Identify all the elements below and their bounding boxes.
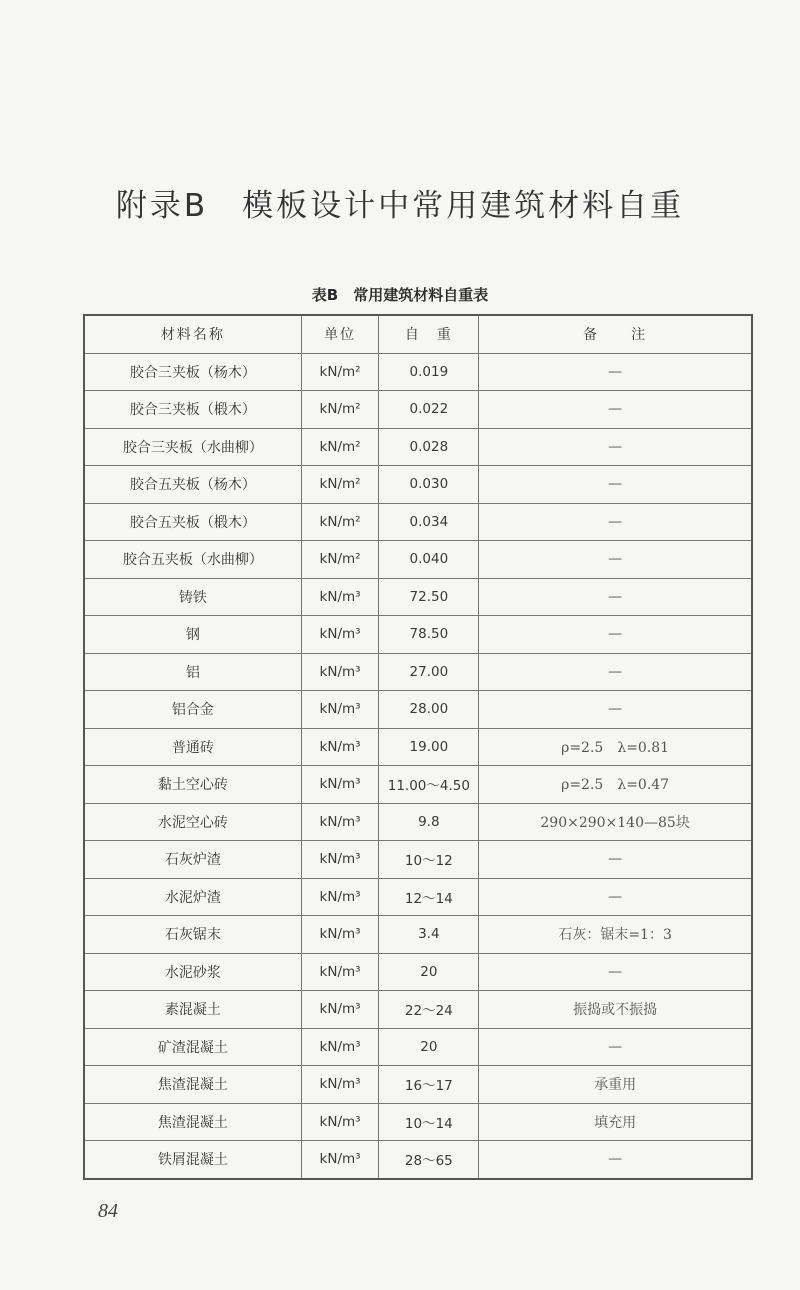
table-row <box>84 1028 752 1066</box>
cell-weight: 12～14 <box>379 878 479 916</box>
cell-unit: kN/m² <box>301 391 379 429</box>
table-row <box>84 616 752 654</box>
table-header-row <box>84 315 752 353</box>
cell-unit: kN/m³ <box>301 953 379 991</box>
cell-material-name: 石灰炉渣 <box>84 841 301 879</box>
material-weight-table <box>83 314 753 1180</box>
cell-material-name: 胶合三夹板（椴木） <box>84 391 301 429</box>
cell-unit: kN/m³ <box>301 1066 379 1104</box>
cell-material-name: 石灰锯末 <box>84 916 301 954</box>
cell-note: ρ=2.5 λ=0.47 <box>479 766 752 804</box>
cell-material-name: 水泥空心砖 <box>84 803 301 841</box>
cell-note: — <box>479 353 752 391</box>
cell-note: — <box>479 503 752 541</box>
cell-weight: 0.040 <box>379 541 479 579</box>
cell-material-name: 胶合五夹板（水曲柳） <box>84 541 301 579</box>
cell-unit: kN/m² <box>301 428 379 466</box>
table-row <box>84 1141 752 1179</box>
header-unit: 单位 <box>301 315 379 353</box>
cell-weight: 20 <box>379 1028 479 1066</box>
cell-note: — <box>479 653 752 691</box>
cell-weight: 16～17 <box>379 1066 479 1104</box>
cell-note: — <box>479 541 752 579</box>
cell-note: 承重用 <box>479 1066 752 1104</box>
table-row <box>84 766 752 804</box>
table-row <box>84 653 752 691</box>
cell-weight: 28～65 <box>379 1141 479 1179</box>
cell-note: — <box>479 578 752 616</box>
table-row <box>84 878 752 916</box>
table-row <box>84 1066 752 1104</box>
table-row <box>84 466 752 504</box>
cell-weight: 19.00 <box>379 728 479 766</box>
cell-unit: kN/m³ <box>301 578 379 616</box>
cell-weight: 28.00 <box>379 691 479 729</box>
table-row <box>84 691 752 729</box>
cell-weight: 11.00～4.50 <box>379 766 479 804</box>
cell-weight: 9.8 <box>379 803 479 841</box>
cell-unit: kN/m³ <box>301 841 379 879</box>
cell-unit: kN/m³ <box>301 653 379 691</box>
cell-unit: kN/m³ <box>301 803 379 841</box>
header-weight: 自 重 <box>379 315 479 353</box>
cell-weight: 20 <box>379 953 479 991</box>
cell-weight: 22～24 <box>379 991 479 1029</box>
cell-unit: kN/m² <box>301 466 379 504</box>
table-row <box>84 841 752 879</box>
header-note: 备 注 <box>479 315 752 353</box>
cell-note: — <box>479 1028 752 1066</box>
header-material-name: 材料名称 <box>84 315 301 353</box>
table-row <box>84 503 752 541</box>
cell-note: — <box>479 1141 752 1179</box>
table-row <box>84 953 752 991</box>
table-body <box>84 353 752 1179</box>
appendix-title: 附录B 模板设计中常用建筑材料自重 <box>115 188 685 224</box>
cell-material-name: 胶合五夹板（杨木） <box>84 466 301 504</box>
table-row <box>84 541 752 579</box>
cell-material-name: 黏土空心砖 <box>84 766 301 804</box>
cell-material-name: 铸铁 <box>84 578 301 616</box>
cell-weight: 0.030 <box>379 466 479 504</box>
cell-note: 石灰：锯末=1：3 <box>479 916 752 954</box>
cell-weight: 72.50 <box>379 578 479 616</box>
cell-note: — <box>479 391 752 429</box>
table-row <box>84 353 752 391</box>
cell-weight: 0.019 <box>379 353 479 391</box>
cell-weight: 27.00 <box>379 653 479 691</box>
cell-material-name: 水泥炉渣 <box>84 878 301 916</box>
cell-note: — <box>479 428 752 466</box>
table-row <box>84 428 752 466</box>
cell-material-name: 水泥砂浆 <box>84 953 301 991</box>
cell-weight: 78.50 <box>379 616 479 654</box>
cell-unit: kN/m³ <box>301 878 379 916</box>
cell-material-name: 铝 <box>84 653 301 691</box>
cell-unit: kN/m³ <box>301 766 379 804</box>
cell-weight: 10～12 <box>379 841 479 879</box>
cell-note: 振捣或不振捣 <box>479 991 752 1029</box>
cell-note: ρ=2.5 λ=0.81 <box>479 728 752 766</box>
cell-unit: kN/m² <box>301 541 379 579</box>
cell-note: 填充用 <box>479 1103 752 1141</box>
cell-unit: kN/m³ <box>301 691 379 729</box>
cell-material-name: 矿渣混凝土 <box>84 1028 301 1066</box>
cell-material-name: 焦渣混凝土 <box>84 1103 301 1141</box>
cell-note: — <box>479 616 752 654</box>
table-row <box>84 728 752 766</box>
cell-unit: kN/m³ <box>301 916 379 954</box>
table-row <box>84 578 752 616</box>
cell-weight: 3.4 <box>379 916 479 954</box>
table-row <box>84 803 752 841</box>
cell-material-name: 钢 <box>84 616 301 654</box>
cell-material-name: 铝合金 <box>84 691 301 729</box>
cell-note: — <box>479 841 752 879</box>
cell-unit: kN/m³ <box>301 616 379 654</box>
cell-material-name: 普通砖 <box>84 728 301 766</box>
cell-weight: 0.028 <box>379 428 479 466</box>
cell-unit: kN/m² <box>301 353 379 391</box>
cell-note: — <box>479 466 752 504</box>
cell-unit: kN/m³ <box>301 1103 379 1141</box>
table-caption: 表B 常用建筑材料自重表 <box>311 286 489 304</box>
table-row <box>84 391 752 429</box>
cell-note: 290×290×140—85块 <box>479 803 752 841</box>
cell-note: — <box>479 691 752 729</box>
cell-unit: kN/m³ <box>301 728 379 766</box>
cell-unit: kN/m³ <box>301 1141 379 1179</box>
cell-note: — <box>479 953 752 991</box>
cell-weight: 10～14 <box>379 1103 479 1141</box>
cell-material-name: 素混凝土 <box>84 991 301 1029</box>
cell-material-name: 胶合三夹板（杨木） <box>84 353 301 391</box>
cell-unit: kN/m³ <box>301 991 379 1029</box>
cell-weight: 0.034 <box>379 503 479 541</box>
page-number: 84 <box>98 1200 118 1222</box>
table-row <box>84 991 752 1029</box>
cell-note: — <box>479 878 752 916</box>
cell-material-name: 焦渣混凝土 <box>84 1066 301 1104</box>
table-row <box>84 1103 752 1141</box>
cell-material-name: 铁屑混凝土 <box>84 1141 301 1179</box>
cell-material-name: 胶合三夹板（水曲柳） <box>84 428 301 466</box>
cell-weight: 0.022 <box>379 391 479 429</box>
table-row <box>84 916 752 954</box>
cell-unit: kN/m³ <box>301 1028 379 1066</box>
cell-unit: kN/m² <box>301 503 379 541</box>
cell-material-name: 胶合五夹板（椴木） <box>84 503 301 541</box>
